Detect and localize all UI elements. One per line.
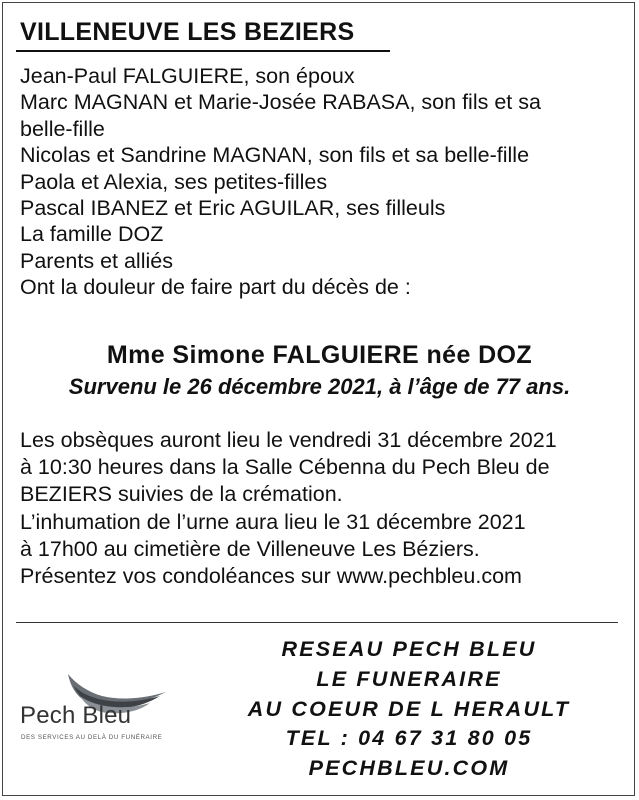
funeral-details — [20, 427, 620, 590]
footer-divider — [16, 622, 618, 623]
family-list — [20, 63, 620, 301]
website-line: PECHBLEU.COM — [308, 756, 510, 781]
family-line: belle-fille — [20, 116, 105, 141]
logo-brand: Pech Bleu — [20, 702, 132, 729]
logo-tagline: DES SERVICES AU DELÀ DU FUNÉRAIRE — [21, 734, 163, 741]
details-line: BEZIERS suivies de la crémation. — [20, 482, 343, 507]
family-line: Jean-Paul FALGUIERE, son époux — [20, 64, 355, 88]
phone-line: TEL : 04 67 31 80 05 — [285, 726, 533, 751]
heading-underline — [16, 50, 390, 52]
network-line: AU COEUR DE L HERAULT — [247, 696, 571, 721]
family-line: Pascal IBANEZ et Eric AGUILAR, ses filleuls — [20, 196, 446, 221]
death-date-line: Survenu le 26 décembre 2021, à l’âge de 77 ans. — [68, 374, 571, 399]
deceased-name: Mme Simone FALGUIERE née DOZ — [106, 341, 533, 369]
family-line: Parents et alliés — [20, 248, 173, 273]
announcement-line: Ont la douleur de faire part du décès de : — [20, 275, 411, 300]
network-line: LE FUNERAIRE — [316, 666, 502, 691]
details-line: L’inhumation de l’urne aura lieu le 31 décembre 2021 — [20, 509, 526, 534]
details-line: à 17h00 au cimetière de Villeneuve Les Béziers. — [20, 536, 480, 561]
details-line: Les obsèques auront lieu le vendredi 31 décembre 2021 — [20, 428, 557, 452]
details-line: à 10:30 heures dans la Salle Cébenna du Pech Bleu de — [20, 455, 550, 480]
family-line: La famille DOZ — [20, 222, 164, 247]
network-line: RESEAU PECH BLEU — [281, 637, 537, 661]
network-block — [212, 635, 606, 784]
family-line: Nicolas et Sandrine MAGNAN, son fils et sa belle-fille — [20, 143, 530, 168]
family-line: Paola et Alexia, ses petites-filles — [20, 169, 328, 194]
family-line: Marc MAGNAN et Marie-Josée RABASA, son fils et sa — [20, 90, 541, 115]
town-heading: VILLENEUVE LES BEZIERS — [20, 18, 355, 46]
details-line: Présentez vos condoléances sur www.pechbleu.com — [20, 564, 522, 589]
